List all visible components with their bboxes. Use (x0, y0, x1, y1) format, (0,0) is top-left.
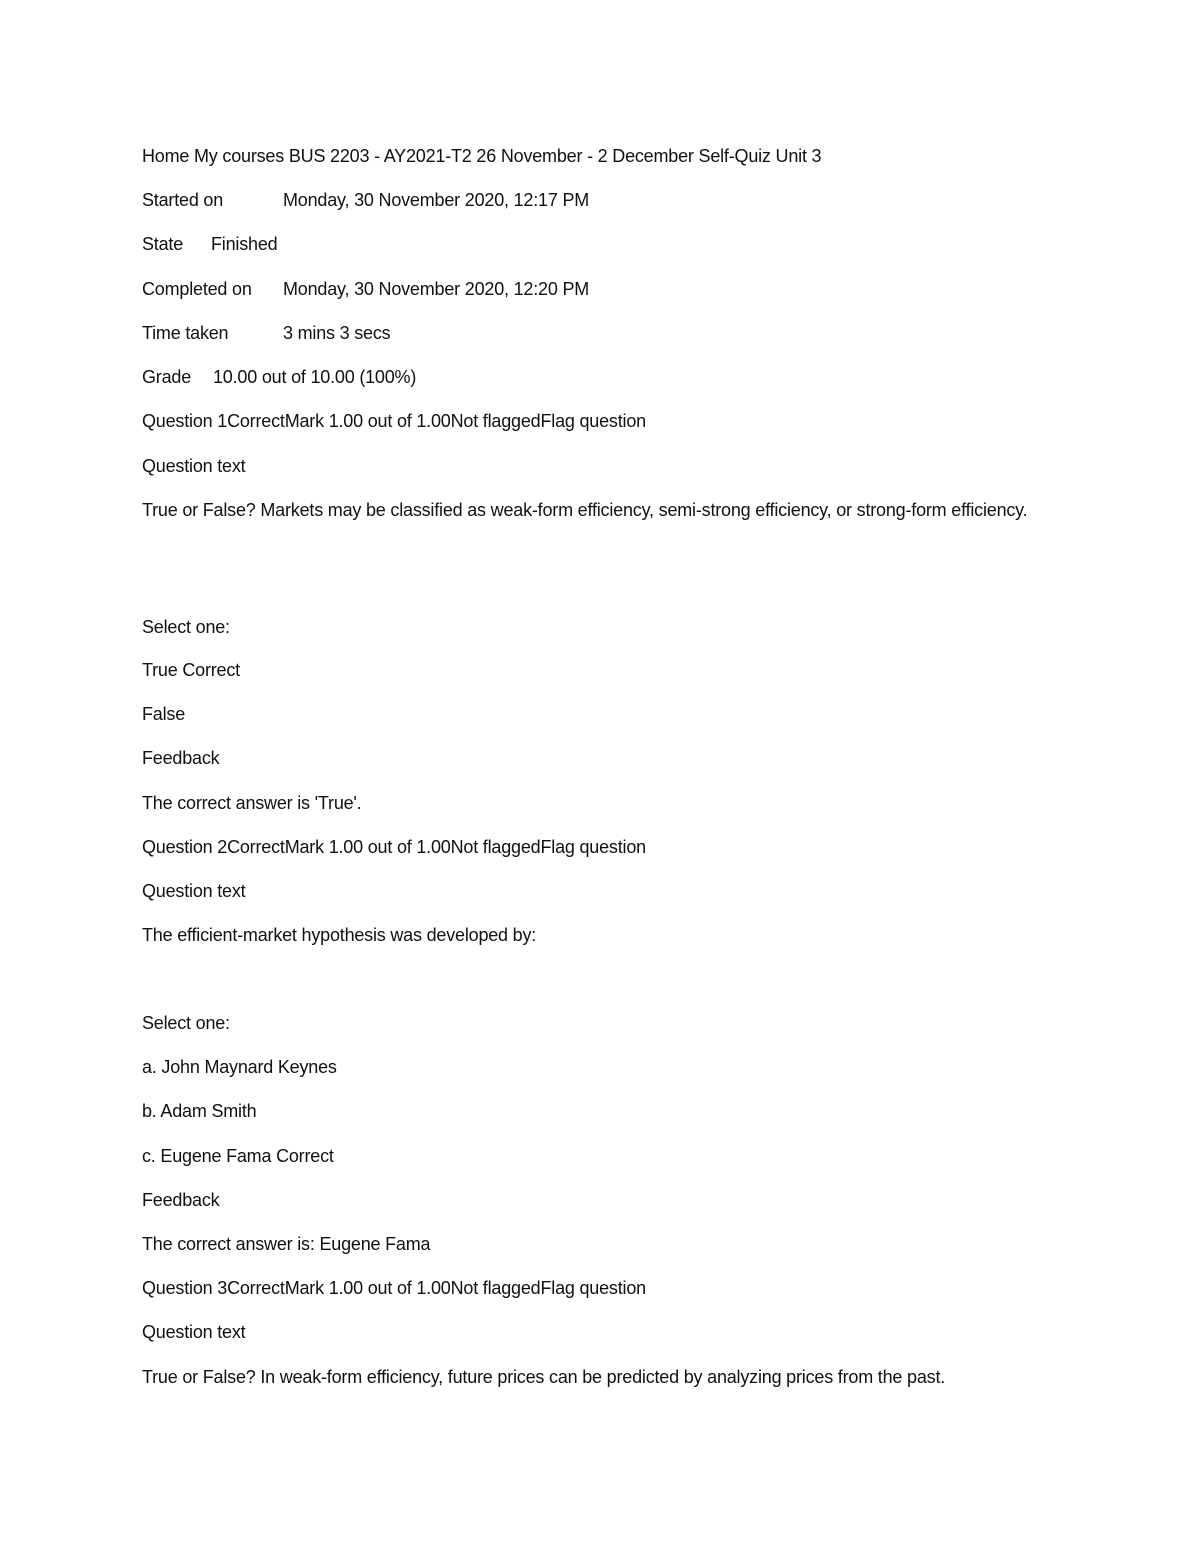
summary-state (142, 230, 842, 258)
question-3-header (142, 1274, 646, 1302)
time-taken-value: 3 mins 3 secs (283, 323, 391, 343)
completed-on-value: Monday, 30 November 2020, 12:20 PM (283, 279, 590, 299)
question-1-mark: Mark 1.00 out of 1.00 (284, 411, 451, 431)
question-1-select-label: Select one: (142, 617, 230, 637)
question-2-header (142, 833, 646, 861)
question-3-flag-state: Not flagged (450, 1278, 541, 1298)
grade-value: 10.00 out of 10.00 (100%) (213, 367, 417, 387)
question-3-flag-button[interactable]: Flag question (540, 1278, 646, 1298)
question-2-mark: Mark 1.00 out of 1.00 (284, 837, 451, 857)
time-taken-label: Time taken (142, 323, 229, 343)
question-1-feedback-label: Feedback (142, 748, 220, 768)
question-2-feedback-label: Feedback (142, 1190, 220, 1210)
question-2-option-c[interactable]: c. Eugene Fama Correct (142, 1146, 334, 1166)
started-on-value: Monday, 30 November 2020, 12:17 PM (283, 190, 590, 210)
question-2-text-label: Question text (142, 881, 246, 901)
question-2-number: Question 2 (142, 837, 228, 857)
question-1-header (142, 407, 646, 435)
started-on-label: Started on (142, 190, 224, 210)
summary-grade (142, 363, 842, 391)
question-3-mark: Mark 1.00 out of 1.00 (284, 1278, 451, 1298)
question-2-select-label: Select one: (142, 1013, 230, 1033)
question-2-option-a[interactable]: a. John Maynard Keynes (142, 1057, 337, 1077)
question-2-status: Correct (227, 837, 285, 857)
question-1-text-label: Question text (142, 456, 246, 476)
question-1-option-true[interactable]: True Correct (142, 660, 240, 680)
question-3-text-label: Question text (142, 1322, 246, 1342)
question-2-text: The efficient-market hypothesis was developed by: (142, 925, 537, 945)
question-1-flag-button[interactable]: Flag question (540, 411, 646, 431)
question-2-feedback: The correct answer is: Eugene Fama (142, 1234, 431, 1254)
question-3-text: True or False? In weak-form efficiency, future prices can be predicted by analyzing prices from the past. (142, 1367, 946, 1387)
question-1-feedback: The correct answer is 'True'. (142, 793, 362, 813)
summary-time-taken (142, 319, 842, 347)
question-1-text: True or False? Markets may be classified as weak-form efficiency, semi-strong efficiency, or strong-form efficiency. (142, 500, 1028, 520)
question-1-flag-state: Not flagged (450, 411, 541, 431)
question-1-number: Question 1 (142, 411, 228, 431)
question-3-number: Question 3 (142, 1278, 228, 1298)
state-label: State (142, 234, 184, 254)
completed-on-label: Completed on (142, 279, 252, 299)
question-2-flag-state: Not flagged (450, 837, 541, 857)
summary-completed-on (142, 275, 842, 303)
question-2-option-b[interactable]: b. Adam Smith (142, 1101, 257, 1121)
state-value: Finished (211, 234, 278, 254)
grade-label: Grade (142, 367, 192, 387)
question-3-status: Correct (227, 1278, 285, 1298)
summary-started-on (142, 186, 842, 214)
question-1-status: Correct (227, 411, 285, 431)
question-2-flag-button[interactable]: Flag question (540, 837, 646, 857)
question-1-option-false[interactable]: False (142, 704, 186, 724)
breadcrumb[interactable]: Home My courses BUS 2203 - AY2021-T2 26 November - 2 December Self-Quiz Unit 3 (142, 146, 822, 166)
